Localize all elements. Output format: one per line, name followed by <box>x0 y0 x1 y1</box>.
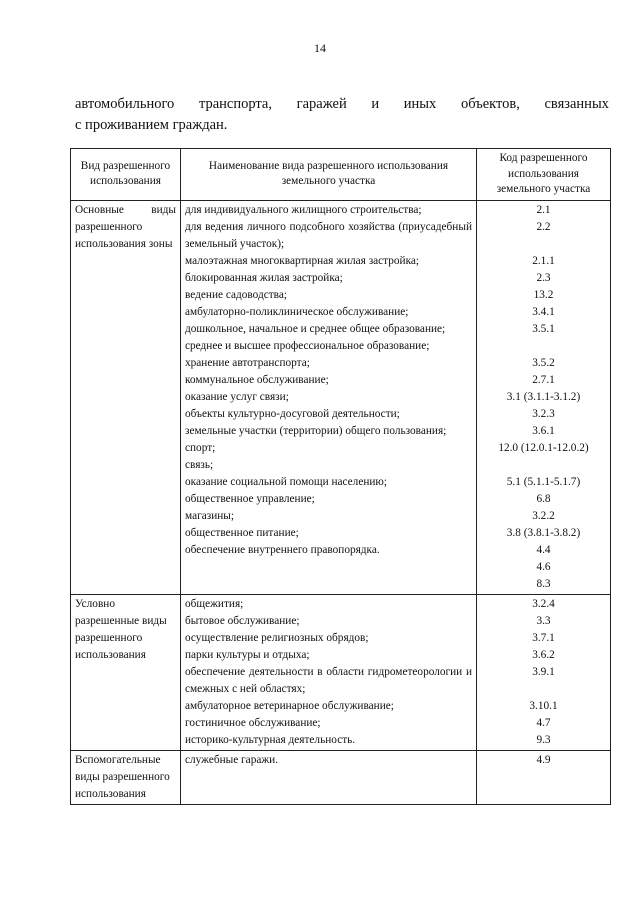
use-code: 3.7.1 <box>532 631 555 644</box>
intro-line-1 <box>75 94 609 115</box>
header-use-type: Вид разрешенного использования <box>71 149 181 201</box>
use-code: 4.7 <box>536 716 551 729</box>
use-code: 8.3 <box>536 577 551 590</box>
permitted-use-table <box>70 148 611 805</box>
use-name: дошкольное, начальное и среднее общее образование; <box>185 322 446 335</box>
use-name: земельные участки (территории) общего пользования; <box>185 424 447 437</box>
use-names-cell <box>181 594 477 750</box>
use-name: для ведения личного подсобного хозяйства (приусадебный земельный участок); <box>185 220 472 250</box>
use-name: служебные гаражи. <box>185 753 279 766</box>
table-row-auxiliary-uses <box>71 750 611 804</box>
use-code: 4.4 <box>536 543 551 556</box>
use-code: 3.8 (3.8.1-3.8.2) <box>506 526 581 539</box>
use-name: бытовое обслуживание; <box>185 614 300 627</box>
use-name: связь; <box>185 458 214 471</box>
use-name: малоэтажная многоквартирная жилая застройка; <box>185 254 420 267</box>
use-name: оказание социальной помощи населению; <box>185 475 387 488</box>
intro-word: иных <box>403 96 437 112</box>
use-type-label: Вспомогательные виды разрешенного использования <box>75 753 170 800</box>
use-code: 3.4.1 <box>532 305 555 318</box>
use-name: обеспечение деятельности в области гидрометеорологии и смежных с ней областях; <box>185 665 472 695</box>
page-number: 14 <box>314 41 326 55</box>
use-name: общежития; <box>185 597 244 610</box>
header-use-name: Наименование вида разрешенного использования земельного участка <box>181 149 477 201</box>
use-name: магазины; <box>185 509 235 522</box>
use-codes-cell <box>477 594 611 750</box>
use-name: для индивидуального жилищного строительства; <box>185 203 422 216</box>
use-name: блокированная жилая застройка; <box>185 271 343 284</box>
use-code: 9.3 <box>536 733 551 746</box>
use-code: 3.6.1 <box>532 424 555 437</box>
use-name: общественное питание; <box>185 526 299 539</box>
use-names-cell <box>181 750 477 804</box>
use-code: 3.5.1 <box>532 322 555 335</box>
use-type-label: Условно разрешенные виды разрешенного использования <box>75 597 167 661</box>
use-code: 5.1 (5.1.1-5.1.7) <box>506 475 581 488</box>
use-name: хранение автотранспорта; <box>185 356 310 369</box>
intro-word: транспорта, <box>198 96 272 112</box>
use-codes-cell <box>477 200 611 594</box>
use-type-main <box>71 200 181 594</box>
intro-line-2: с проживанием граждан. <box>75 117 228 133</box>
use-code: 3.2.2 <box>532 509 555 522</box>
use-type-conditional <box>71 594 181 750</box>
use-name: обеспечение внутреннего правопорядка. <box>185 543 380 556</box>
intro-word: автомобильного <box>75 96 175 112</box>
use-name: историко-культурная деятельность. <box>185 733 356 746</box>
use-code: 4.9 <box>536 753 551 766</box>
table-row-conditional-uses <box>71 594 611 750</box>
use-code: 3.2.3 <box>532 407 555 420</box>
use-type-label: Основные виды разрешенного использования зоны <box>75 203 176 250</box>
use-code: 3.1 (3.1.1-3.1.2) <box>506 390 581 403</box>
use-code: 2.2 <box>536 220 551 233</box>
use-name: оказание услуг связи; <box>185 390 289 403</box>
use-code: 12.0 (12.0.1-12.0.2) <box>498 441 589 454</box>
use-name: гостиничное обслуживание; <box>185 716 321 729</box>
use-code: 3.6.2 <box>532 648 555 661</box>
use-name: общественное управление; <box>185 492 315 505</box>
use-code: 4.6 <box>536 560 551 573</box>
intro-word: связанных <box>544 96 609 112</box>
use-name: парки культуры и отдыха; <box>185 648 310 661</box>
table-row-main-uses <box>71 200 611 594</box>
use-code: 13.2 <box>533 288 554 301</box>
use-names-cell <box>181 200 477 594</box>
use-code: 2.1.1 <box>532 254 555 267</box>
use-code: 2.7.1 <box>532 373 555 386</box>
use-code: 2.3 <box>536 271 551 284</box>
use-codes-cell <box>477 750 611 804</box>
use-name: среднее и высшее профессиональное образование; <box>185 339 430 352</box>
use-name: амбулаторно-поликлиническое обслуживание; <box>185 305 409 318</box>
use-code: 2.1 <box>536 203 551 216</box>
use-code: 6.8 <box>536 492 551 505</box>
use-code: 3.9.1 <box>532 665 555 678</box>
table-header-row <box>71 149 611 201</box>
use-name: амбулаторное ветеринарное обслуживание; <box>185 699 394 712</box>
use-name: ведение садоводства; <box>185 288 288 301</box>
use-name: объекты культурно-досуговой деятельности; <box>185 407 400 420</box>
use-code: 3.3 <box>536 614 551 627</box>
intro-word: и <box>371 96 380 112</box>
intro-paragraph <box>75 94 609 136</box>
header-use-code: Код разрешенного использования земельного участка <box>477 149 611 201</box>
use-code: 3.2.4 <box>532 597 555 610</box>
use-name: коммунальное обслуживание; <box>185 373 329 386</box>
use-code: 3.10.1 <box>529 699 558 712</box>
intro-word: гаражей <box>296 96 347 112</box>
use-code: 3.5.2 <box>532 356 555 369</box>
use-name: осуществление религиозных обрядов; <box>185 631 369 644</box>
intro-word: объектов, <box>460 96 520 112</box>
use-name: спорт; <box>185 441 216 454</box>
use-type-auxiliary <box>71 750 181 804</box>
